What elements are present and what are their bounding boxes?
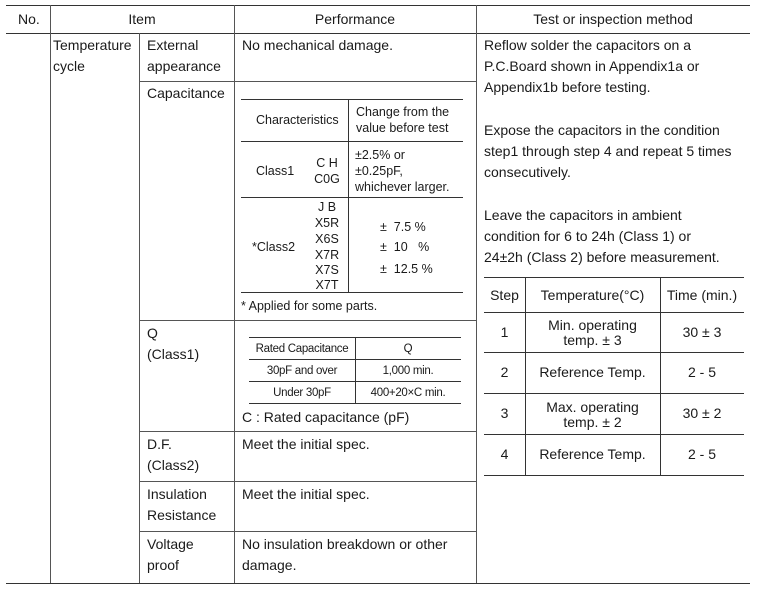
cap-table-header-bottom <box>241 141 463 142</box>
df-label-2: (Class2) <box>147 457 200 473</box>
class1-change-1: ±2.5% or <box>355 148 405 162</box>
cap-col2-header-2: value before test <box>356 121 449 135</box>
class2-code-1: J B <box>317 200 337 214</box>
step-4-temp: Reference Temp. <box>539 446 646 462</box>
class1-change-3: whichever larger. <box>355 180 450 194</box>
cap-table-top <box>241 99 463 100</box>
step-2-temp: Reference Temp. <box>539 364 646 380</box>
step-1-temp-1: Min. operating <box>548 317 637 333</box>
class2-code-2: X5R <box>314 216 340 230</box>
header-item: Item <box>128 11 156 27</box>
class2-code-4: X7R <box>314 248 340 262</box>
method-para1-3: Appendix1b before testing. <box>484 79 651 95</box>
header-test-method: Test or inspection method <box>533 11 693 27</box>
step-4-time: 2 - 5 <box>687 446 716 462</box>
external-label-2: appearance <box>147 58 221 74</box>
q-row2-cap: Under 30pF <box>273 387 331 399</box>
step-1-number: 1 <box>500 324 509 340</box>
method-para2-2: step1 through step 4 and repeat 5 times <box>484 143 732 159</box>
steps-row-sep-3 <box>484 434 744 435</box>
steps-header-temp: Temperature(°C) <box>540 287 645 303</box>
row-sep-3 <box>139 431 476 432</box>
method-para2-1: Expose the capacitors in the condition <box>484 122 720 138</box>
voltage-performance-1: No insulation breakdown or other <box>242 536 448 552</box>
insulation-performance: Meet the initial spec. <box>242 486 370 502</box>
row-sep-4 <box>139 481 476 482</box>
insulation-label-1: Insulation <box>147 486 207 502</box>
item-name-line2: cycle <box>53 58 85 74</box>
steps-table-bottom <box>484 475 744 476</box>
q-row2-q: 400+20×C min. <box>370 387 446 399</box>
header-bottom-border <box>6 33 750 34</box>
class2-change-1: ± 7.5 % <box>380 220 426 234</box>
q-header-2: Q <box>403 343 413 355</box>
item-name-line1: Temperature <box>53 37 132 53</box>
cap-table-row1-bottom <box>241 197 463 198</box>
class2-code-6: X7T <box>315 278 339 292</box>
external-performance: No mechanical damage. <box>242 37 393 53</box>
external-label-1: External <box>147 37 199 53</box>
method-para3-2: condition for 6 to 24h (Class 1) or <box>484 228 691 244</box>
voltage-label-1: Voltage <box>147 536 194 552</box>
q-row1-q: 1,000 min. <box>382 365 434 377</box>
q-row1-cap: 30pF and over <box>266 365 338 377</box>
header-no: No. <box>18 11 40 27</box>
steps-header-bottom <box>484 312 744 313</box>
capacitance-label: Capacitance <box>147 85 225 101</box>
row-sep-2 <box>139 320 476 321</box>
col-divider-no <box>50 5 51 583</box>
col-divider-subitem <box>139 33 140 583</box>
class1-code-1: C H <box>316 156 338 170</box>
class1-name: Class1 <box>256 164 295 178</box>
step-2-time: 2 - 5 <box>687 364 716 380</box>
class2-name: *Class2 <box>252 240 296 254</box>
steps-table-top <box>484 277 744 278</box>
voltage-label-2: proof <box>147 557 179 573</box>
cap-table-col-divider <box>348 99 349 292</box>
class2-change-3: ± 12.5 % <box>380 262 433 276</box>
q-label-1: Q <box>147 325 158 341</box>
method-para3-3: 24±2h (Class 2) before measurement. <box>484 249 720 265</box>
class1-change-2: ±0.25pF, <box>355 164 403 178</box>
step-4-number: 4 <box>500 446 509 462</box>
col-divider-performance <box>476 5 477 583</box>
class2-code-5: X7S <box>315 263 339 277</box>
class2-change-2: ± 10 % <box>380 240 430 254</box>
row-sep-5 <box>139 531 476 532</box>
step-1-temp-2: temp. ± 3 <box>563 332 622 348</box>
cap-col1-header: Characteristics <box>256 113 339 127</box>
steps-header-step: Step <box>490 287 519 303</box>
q-header-1: Rated Capacitance <box>255 343 349 355</box>
cap-table-bottom <box>241 292 463 293</box>
class2-code-3: X6S <box>315 232 339 246</box>
cap-col2-header-1: Change from the <box>356 105 450 119</box>
step-2-number: 2 <box>500 364 509 380</box>
insulation-label-2: Resistance <box>147 507 217 523</box>
method-para2-3: consecutively. <box>484 164 571 180</box>
q-table-bottom <box>249 403 461 404</box>
q-note: C : Rated capacitance (pF) <box>242 409 410 425</box>
header-performance: Performance <box>314 11 396 27</box>
step-3-temp-2: temp. ± 2 <box>563 414 622 430</box>
step-3-number: 3 <box>500 405 509 421</box>
voltage-performance-2: damage. <box>242 557 297 573</box>
df-label-1: D.F. <box>147 436 172 452</box>
row-sep-1 <box>139 81 476 82</box>
col-divider-item <box>234 5 235 583</box>
step-3-time: 30 ± 2 <box>682 405 722 421</box>
table-bottom-border <box>6 583 750 584</box>
class1-code-2: C0G <box>314 172 340 186</box>
method-para3-1: Leave the capacitors in ambient <box>484 207 682 223</box>
steps-row-sep-2 <box>484 393 744 394</box>
q-label-2: (Class1) <box>147 346 200 362</box>
capacitance-note: * Applied for some parts. <box>241 299 378 313</box>
table-top-border <box>6 5 750 6</box>
step-1-time: 30 ± 3 <box>682 324 722 340</box>
steps-row-sep-1 <box>484 352 744 353</box>
df-performance: Meet the initial spec. <box>242 436 370 452</box>
steps-header-time: Time (min.) <box>666 287 738 303</box>
method-para1-1: Reflow solder the capacitors on a <box>484 37 691 53</box>
method-para1-2: P.C.Board shown in Appendix1a or <box>484 58 700 74</box>
step-3-temp-1: Max. operating <box>546 399 639 415</box>
